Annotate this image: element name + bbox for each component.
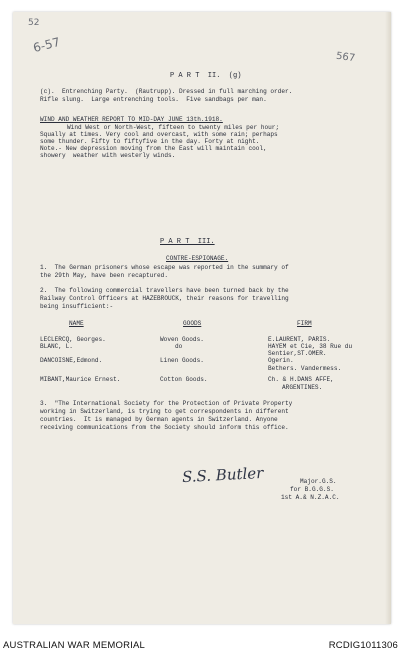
- para3-line-4: receiving communications from the Society should inform this office.: [40, 424, 289, 431]
- row-1-firm: E.LAURENT, PARIS.: [268, 336, 331, 343]
- row-7-firm: ARGENTINES.: [282, 384, 323, 391]
- row-4-name: DANCOISNE,Edmond.: [40, 357, 103, 364]
- weather-line-1: Wind West or North-West, fifteen to twenty miles per hour;: [67, 124, 280, 131]
- weather-heading: WIND AND WEATHER REPORT TO MID-DAY JUNE 13th.1918.: [40, 116, 223, 123]
- footer-record-id: RCDIG1011306: [328, 640, 398, 651]
- para2-line-2: Railway Control Officers at HAZEBROUCK, their reasons for travelling: [40, 295, 289, 302]
- row-1-goods: Woven Goods.: [160, 336, 204, 343]
- column-header-name: NAME: [69, 320, 84, 327]
- weather-line-4: Note.- New depression moving from the East will maintain cool,: [40, 145, 267, 152]
- entrenching-line-1: (c). Entrenching Party. (Rautrupp). Dressed in full marching order.: [40, 88, 293, 95]
- para3-line-1: 3. "The International Society for the Protection of Private Property: [40, 400, 293, 407]
- page-edge: [385, 12, 391, 624]
- row-6-goods: Cotton Goods.: [160, 376, 208, 383]
- weather-line-3: some thunder. Fifty to fiftyfive in the day. Forty at night.: [40, 138, 260, 145]
- row-2-firm: HAYEM et Cie, 38 Rue du: [268, 343, 353, 350]
- row-5-firm: Bethers. Vandermess.: [268, 365, 342, 372]
- page-number: 52: [28, 18, 40, 28]
- row-1-name: LECLERCQ, Georges.: [40, 336, 106, 343]
- para1-line-2: the 29th May, have been recaptured.: [40, 272, 168, 279]
- row-2-goods: do: [175, 343, 183, 350]
- row-6-name: MIBANT,Maurice Ernest.: [40, 376, 121, 383]
- column-header-firm: FIRM: [297, 320, 312, 327]
- row-6-firm: Ch. & H.DANS AFFE,: [268, 376, 334, 383]
- signoff-line-2: for B.G.G.S.: [290, 486, 334, 493]
- signoff-line-1: Major.G.S.: [300, 478, 337, 485]
- document-page: [13, 12, 391, 624]
- pencil-mark-left: 6-57: [31, 34, 62, 56]
- para2-line-3: being insufficient:-: [40, 303, 114, 310]
- part3-subheading: CONTRE-ESPIONAGE.: [166, 255, 229, 262]
- entrenching-line-2: Rifle slung. Large entrenching tools. Five sandbags per man.: [40, 96, 267, 103]
- weather-line-2: Squally at times. Very cool and overcast, with some rain; perhaps: [40, 131, 278, 138]
- row-4-firm: Ogerin.: [268, 357, 294, 364]
- part3-heading: P A R T III.: [160, 238, 215, 246]
- row-3-firm: Sentier,ST.OMER.: [268, 350, 327, 357]
- weather-line-5: showery weather with westerly winds.: [40, 152, 176, 159]
- footer-institution: AUSTRALIAN WAR MEMORIAL: [3, 640, 146, 651]
- signoff-line-3: 1st A.& N.Z.A.C.: [281, 494, 340, 501]
- para1-line-1: 1. The German prisoners whose escape was reported in the summary of: [40, 264, 289, 271]
- signature: S.S. Butler: [181, 463, 264, 487]
- para3-line-2: working in Switzerland, is trying to get correspondents in different: [40, 408, 289, 415]
- part2-heading: P A R T II. (g): [170, 72, 242, 80]
- row-2-name: BLANC, L.: [40, 343, 73, 350]
- para3-line-3: countries. It is managed by German agents in Switzerland. Anyone: [40, 416, 278, 423]
- pencil-mark-right: 567: [335, 50, 356, 65]
- row-4-goods: Linen Goods.: [160, 357, 204, 364]
- para2-line-1: 2. The following commercial travellers have been turned back by the: [40, 287, 289, 294]
- column-header-goods: GOODS: [183, 320, 202, 327]
